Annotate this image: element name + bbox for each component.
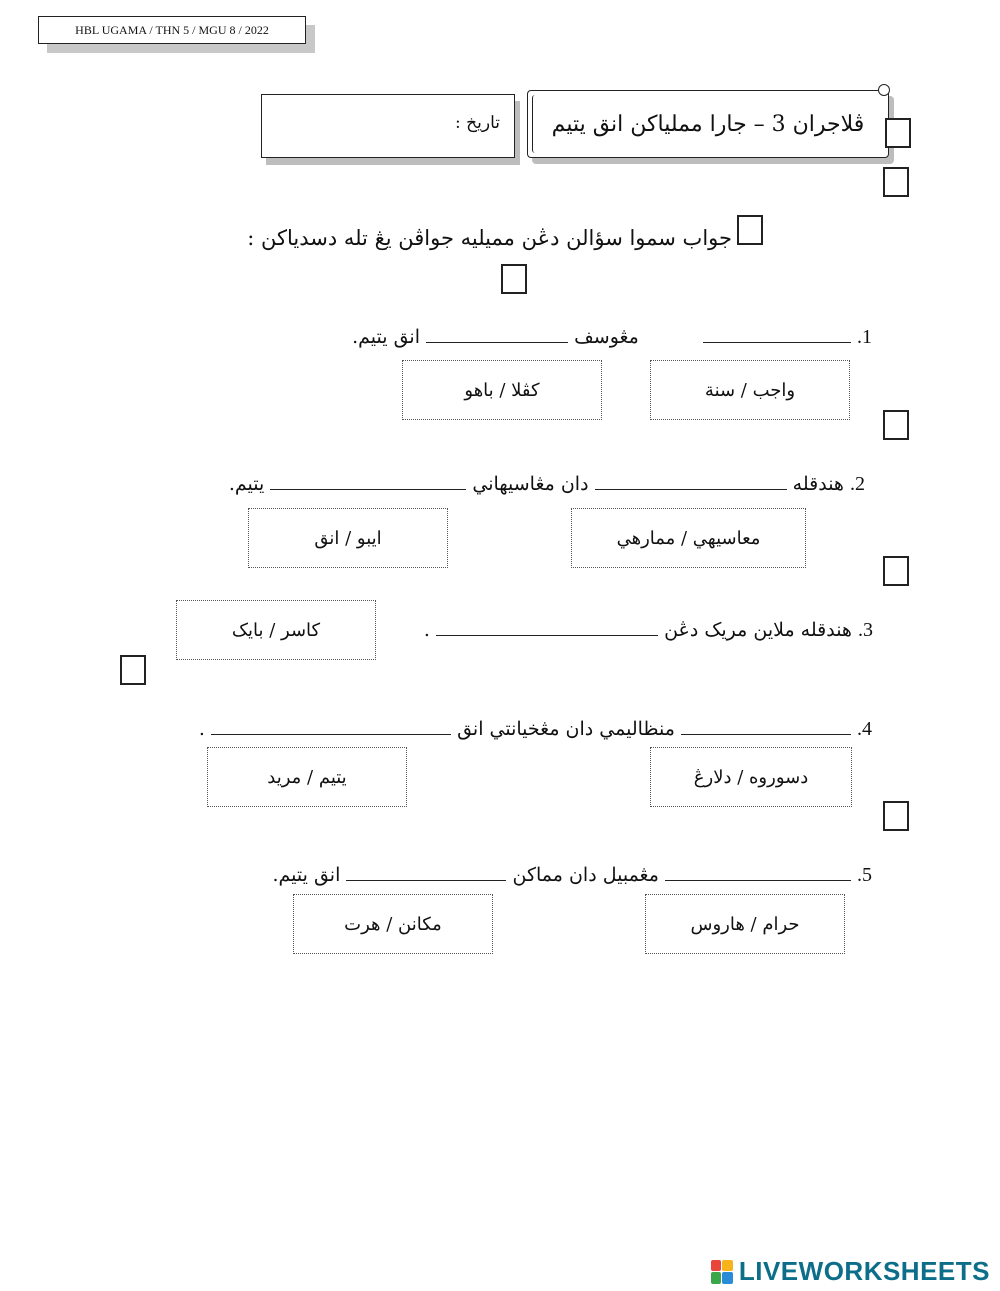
answer-checkbox[interactable] [883, 556, 909, 586]
question-5 [272, 862, 872, 887]
logo-text: LIVEWORKSHEETS [738, 1256, 990, 1286]
instruction-text: جواب سموا سؤالن دڠن مميليه جواڤن يڠ تله دسدياکن : [247, 226, 732, 250]
answer-blank[interactable] [211, 716, 451, 735]
worksheet-code-label: HBL UGAMA / THN 5 / MGU 8 / 2022 [38, 16, 306, 44]
question-text: . [198, 718, 205, 740]
question-text: هندقله ملاين مريک دڠن [664, 619, 852, 641]
answer-checkbox[interactable] [883, 410, 909, 440]
answer-checkbox[interactable] [501, 264, 527, 294]
question-1 [352, 324, 872, 349]
question-number: 3. [858, 619, 873, 641]
question-number: 5. [857, 864, 872, 886]
question-text: مڠوسف [574, 326, 639, 348]
options-box: کاسر / بايک [176, 600, 376, 660]
liveworksheets-logo [711, 1256, 990, 1287]
answer-blank[interactable] [346, 862, 506, 881]
options-box: معاسيهي / ممارهي [571, 508, 806, 568]
options-box: دسوروه / دلارڠ [650, 747, 852, 807]
answer-blank[interactable] [426, 324, 568, 343]
answer-blank[interactable] [436, 617, 658, 636]
date-label: تاريخ : [455, 113, 500, 133]
answer-checkbox[interactable] [883, 167, 909, 197]
answer-checkbox[interactable] [120, 655, 146, 685]
answer-blank[interactable] [703, 324, 851, 343]
options-box: کڤلا / باهو [402, 360, 602, 420]
answer-checkbox[interactable] [737, 215, 763, 245]
options-box: واجب / سنة [650, 360, 850, 420]
options-box: حرام / هاروس [645, 894, 845, 954]
answer-checkbox[interactable] [883, 801, 909, 831]
answer-blank[interactable] [665, 862, 851, 881]
answer-blank[interactable] [681, 716, 851, 735]
question-text: انق يتيم. [272, 864, 341, 886]
answer-blank[interactable] [595, 471, 787, 490]
question-2 [229, 471, 865, 496]
answer-blank[interactable] [270, 471, 466, 490]
question-text: يتيم. [228, 473, 265, 495]
question-text: منظاليمي دان مڠخيانتي انق [457, 718, 675, 740]
question-text: . [423, 619, 430, 641]
liveworksheets-icon [711, 1260, 733, 1284]
question-3 [424, 617, 873, 642]
question-number: 2. [850, 473, 865, 495]
question-text: هندقله [792, 473, 844, 495]
page-title: ڤلاجران 3 – جارا مملياکن انق يتيم [551, 111, 865, 137]
question-number: 1. [857, 326, 872, 348]
question-4 [199, 716, 872, 741]
question-number: 4. [857, 718, 872, 740]
question-text: انق يتيم. [352, 326, 421, 348]
question-text: مڠمبيل دان مماکن [512, 864, 659, 886]
options-box: ايبو / انق [248, 508, 448, 568]
options-box: مکانن / هرت [293, 894, 493, 954]
options-box: يتيم / مريد [207, 747, 407, 807]
question-text: دان مڠاسيهاني [472, 473, 589, 495]
title-banner [527, 90, 889, 158]
date-box [261, 94, 515, 158]
answer-checkbox[interactable] [885, 118, 911, 148]
